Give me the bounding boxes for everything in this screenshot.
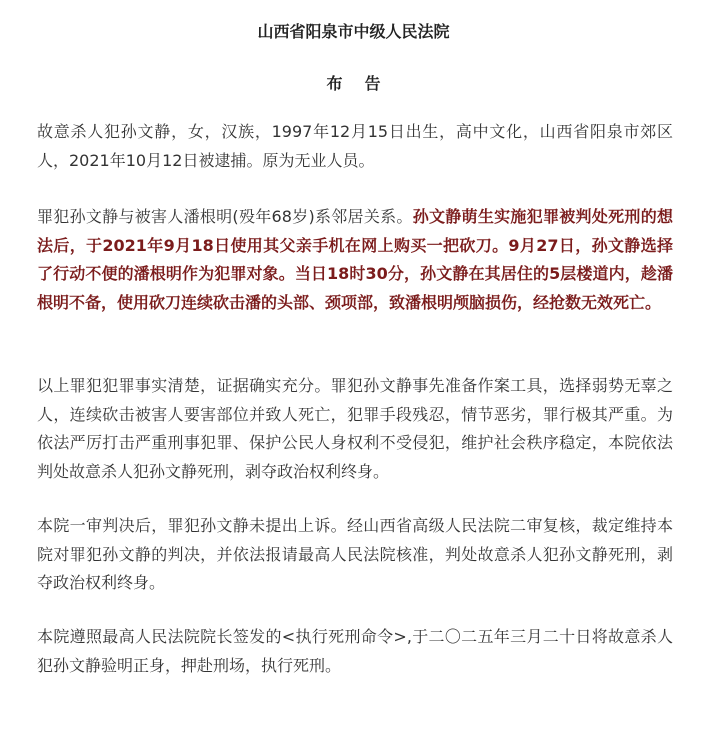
paragraph-crime-facts bbox=[37, 203, 673, 317]
court-name-heading: 山西省阳泉市中级人民法院 bbox=[257, 22, 450, 41]
notice-title: 布告 bbox=[326, 74, 403, 93]
paragraph-defendant-info: 故意杀人犯孙文静，女，汉族，1997年12月15日出生，高中文化，山西省阳泉市郊区人，2021年10月12日被逮捕。原为无业人员。 bbox=[37, 122, 673, 170]
paragraph-execution: 本院遵照最高人民法院院长签发的<执行死刑命令>,于二〇二五年三月二十日将故意杀人犯孙文静验明正身，押赴刑场，执行死刑。 bbox=[37, 627, 673, 675]
paragraph-appeal-review: 本院一审判决后，罪犯孙文静未提出上诉。经山西省高级人民法院二审复核，裁定维持本院对罪犯孙文静的判决，并依法报请最高人民法院核准，判处故意杀人犯孙文静死刑，剥夺政治权利终身。 bbox=[37, 516, 673, 592]
crime-facts-highlight: 孙文静萌生实施犯罪被判处死刑的想法后，于2021年9月18日使用其父亲手机在网上购买一把砍刀。9月27日，孙文静选择了行动不便的潘根明作为犯罪对象。当日18时30分，孙文静在其居住的5层楼道内，趁潘根明不备，使用砍刀连续砍击潘的头部、颈项部，致潘根明颅脑损伤，经抢数无效死亡。 bbox=[37, 207, 673, 312]
paragraph-judgment: 以上罪犯犯罪事实清楚，证据确实充分。罪犯孙文静事先准备作案工具，选择弱势无辜之人，连续砍击被害人要害部位并致人死亡，犯罪手段残忍，情节恶劣，罪行极其严重。为依法严厉打击严重刑事犯罪、保护公民人身权利不受侵犯，维护社会秩序稳定，本院依法判处故意杀人犯孙文静死刑，剥夺政治权利终身。 bbox=[37, 376, 673, 481]
crime-facts-lead: 罪犯孙文静与被害人潘根明(殁年68岁)系邻居关系。 bbox=[37, 207, 413, 226]
